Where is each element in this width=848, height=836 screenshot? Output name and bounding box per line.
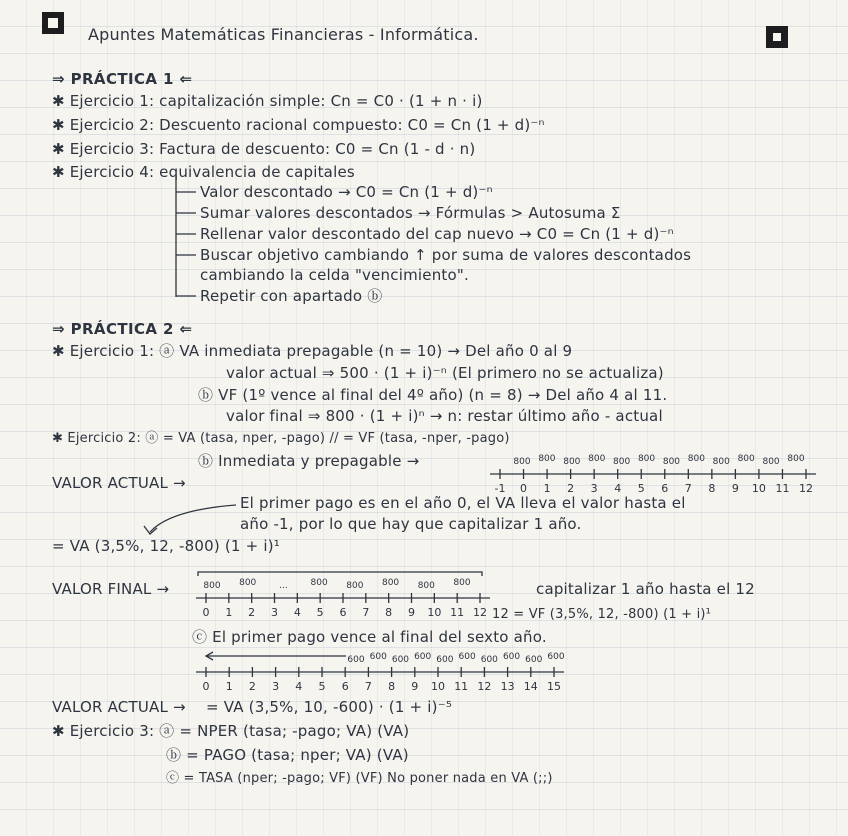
timeline-tick-label: 10 [427,606,442,619]
timeline-amount-label: 600 [436,655,454,665]
timeline-amount-label: 600 [502,652,521,662]
timeline-amount-label: 800 [613,457,631,467]
timeline-tick-label: 8 [388,680,396,693]
timeline-tick-label: 9 [411,680,419,693]
timeline-amount-label: 800 [346,581,364,591]
p2-ej2-a: ✱ Ejercicio 2: ⓐ = VA (tasa, nper, -pago) // = VF (tasa, -nper, -pago) [52,431,510,446]
timeline-tick-label: 6 [339,606,347,619]
timeline-amount-label: 800 [513,457,531,467]
timeline-amount-label: 800 [712,457,730,467]
p2-formula-vf: 12 = VF (3,5%, 12, -800) (1 + i)¹ [492,607,712,622]
timeline-tick-label: 4 [293,606,301,619]
timeline-amount-label: 600 [547,652,565,662]
timeline-tick-label: 0 [520,482,528,495]
timeline-amount-label: 800 [453,578,471,588]
timeline-amount-label: 600 [414,652,432,662]
timeline-amount-label: 800 [563,457,581,467]
p2-note-2: año -1, por lo que hay que capitalizar 1 año. [240,515,582,533]
timeline-amount-label: 800 [637,454,656,464]
p2-ej1-b-cont: valor final ⇒ 800 · (1 + i)ⁿ → n: restar último año - actual [226,407,663,425]
p2-ej3-c: ⓒ = TASA (nper; -pago; VF) (VF) No poner nada en VA (;;) [166,771,553,786]
p2-ej1-a: ✱ Ejercicio 1: ⓐ VA inmediata prepagable (n = 10) → Del año 0 al 9 [52,342,573,360]
timeline-3 [196,652,565,693]
timeline-tick-label: 7 [684,482,692,495]
p1-branch-5: Repetir con apartado ⓑ [200,287,383,305]
timeline-tick-label: 5 [316,606,324,619]
p1-ejercicio-2: ✱ Ejercicio 2: Descuento racional compuesto: C0 = Cn (1 + d)⁻ⁿ [52,116,545,134]
timeline-tick-label: 5 [318,680,326,693]
valor-actual-label-2: VALOR ACTUAL → [52,698,186,716]
p1-branch-4-cont: cambiando la celda "vencimiento". [200,266,469,284]
p2-formula-va: = VA (3,5%, 12, -800) (1 + i)¹ [52,537,280,555]
timeline-tick-label: 2 [248,680,256,693]
p2-ej1-b: ⓑ VF (1º vence al final del 4º año) (n = 8) → Del año 4 al 11. [198,386,668,404]
p1-ejercicio-1: ✱ Ejercicio 1: capitalización simple: Cn = C0 · (1 + n · i) [52,92,483,110]
timeline-tick-label: 8 [708,482,716,495]
timeline-tick-label: 1 [225,606,233,619]
timeline-tick-label: 11 [454,680,469,693]
timeline-tick-label: 9 [408,606,415,619]
valor-actual-label: VALOR ACTUAL → [52,474,186,492]
timeline-tick-label: 5 [637,482,645,495]
timeline-tick-label: 4 [295,680,303,693]
timeline-amount-label: 800 [787,454,805,464]
timeline-tick-label: 11 [775,482,790,495]
p2-ej2-c: ⓒ El primer pago vence al final del sexto año. [192,628,547,646]
timeline-tick-label: -1 [494,482,506,495]
timeline-tick-label: 1 [225,680,233,693]
practica-2-heading: ⇒ PRÁCTICA 2 ⇐ [52,320,193,338]
p2-ej1-a-cont: valor actual ⇒ 500 · (1 + i)⁻ⁿ (El primero no se actualiza) [226,364,664,382]
p2-capitalizar-note: capitalizar 1 año hasta el 12 [536,580,755,598]
page-title: Apuntes Matemáticas Financieras - Informática. [88,25,479,44]
p1-branch-2: Sumar valores descontados → Fórmulas > Autosuma Σ [200,204,621,222]
timeline-amount-label: 600 [458,652,476,662]
timeline-tick-label: 4 [614,482,622,495]
timeline-tick-label: 0 [202,680,210,693]
timeline-amount-label: 600 [369,652,387,662]
timeline-tick-label: 12 [799,482,813,495]
timeline-tick-label: 7 [364,680,372,693]
timeline-tick-label: 11 [450,606,465,619]
p2-note-1: El primer pago es en el año 0, el VA lleva el valor hasta el [240,494,686,512]
timeline-amount-label: 800 [310,578,328,588]
timeline-amount-label: 600 [347,655,365,665]
timeline-amount-label: 800 [762,457,780,467]
timeline-tick-label: 6 [661,482,669,495]
timeline-tick-label: 3 [590,482,598,495]
p1-branch-4: Buscar objetivo cambiando ↑ por suma de valores descontados [200,246,692,264]
timeline-amount-label: 800 [737,454,755,464]
timeline-tick-label: 14 [523,680,538,693]
timeline-tick-label: 0 [202,606,210,619]
p2-ej2-b: ⓑ Inmediata y prepagable → [198,452,420,470]
timeline-amount-label: 600 [391,655,410,665]
timeline-tick-label: 2 [248,606,256,619]
timeline-amount-label: 800 [538,454,556,464]
timeline-amount-label: 800 [588,454,606,464]
practica-1-heading: ⇒ PRÁCTICA 1 ⇐ [52,70,193,88]
timeline-amount-label: 800 [417,581,435,591]
timeline-amount-label: 800 [662,457,681,467]
timeline-amount-label: 800 [687,454,705,464]
tree-branch-lines [176,176,196,297]
p1-ejercicio-3: ✱ Ejercicio 3: Factura de descuento: C0 = Cn (1 - d · n) [52,140,476,158]
p1-branch-1: Valor descontado → C0 = Cn (1 + d)⁻ⁿ [200,183,493,201]
timeline-amount-label: ... [279,581,288,591]
p1-branch-3: Rellenar valor descontado del cap nuevo → C0 = Cn (1 + d)⁻ⁿ [200,225,674,243]
timeline-tick-label: 10 [431,680,445,693]
timeline-amount-label: 800 [203,581,221,591]
timeline-tick-label: 1 [543,482,551,495]
timeline-2 [196,572,490,619]
p2-formula-va-2: = VA (3,5%, 10, -600) · (1 + i)⁻⁵ [206,698,453,716]
timeline-tick-label: 3 [271,606,278,619]
timeline-tick-label: 10 [751,482,766,495]
timeline-tick-label: 12 [473,606,487,619]
timeline-tick-label: 9 [731,482,739,495]
valor-final-label: VALOR FINAL → [52,580,170,598]
timeline-tick-label: 13 [500,680,515,693]
timeline-tick-label: 15 [547,680,561,693]
timeline-tick-label: 2 [567,482,575,495]
timeline-amount-label: 800 [381,578,400,588]
timeline-amount-label: 600 [480,655,498,665]
p2-ej3-a: ✱ Ejercicio 3: ⓐ = NPER (tasa; -pago; VA) (VA) [52,722,410,740]
p1-ejercicio-4: ✱ Ejercicio 4: equivalencia de capitales [52,163,355,181]
timeline-1 [490,454,816,495]
timeline-tick-label: 3 [272,680,280,693]
timeline-tick-label: 8 [385,606,393,619]
timeline-tick-label: 7 [362,606,370,619]
timeline-amount-label: 800 [239,578,257,588]
timeline-tick-label: 6 [341,680,349,693]
curved-arrow-icon [150,505,236,532]
timeline-amount-label: 600 [525,655,543,665]
timeline-tick-label: 12 [477,680,492,693]
p2-ej3-b: ⓑ = PAGO (tasa; nper; VA) (VA) [166,746,409,764]
